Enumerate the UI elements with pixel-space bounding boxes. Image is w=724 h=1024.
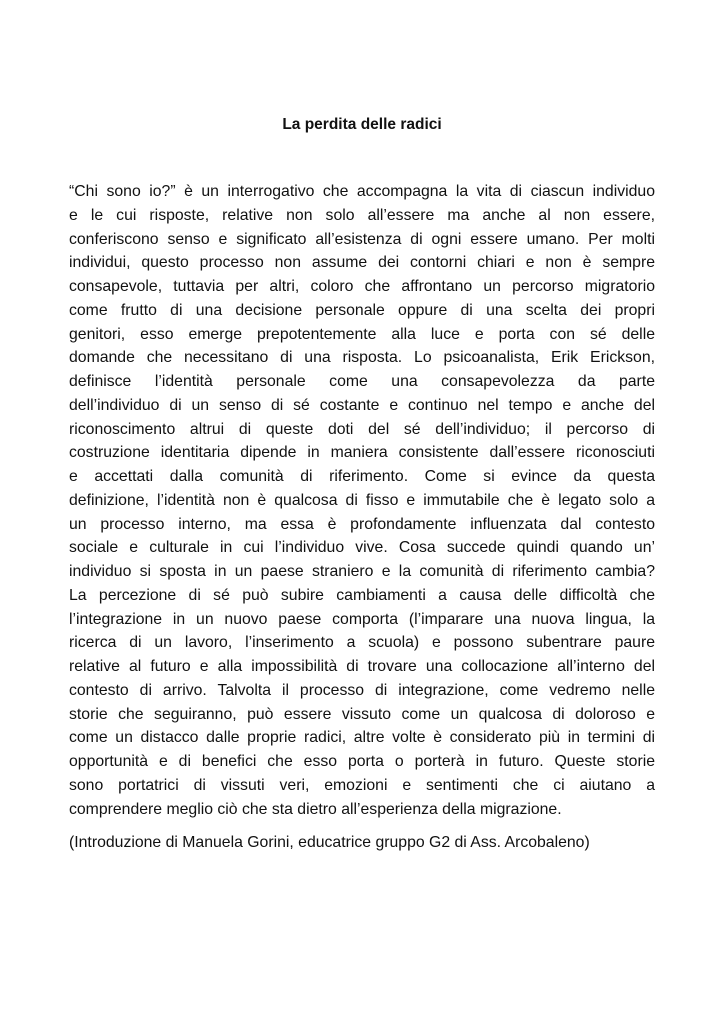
paragraph-line: come un distacco dalle proprie radici, altre volte è considerato più in termini di [69,729,655,747]
paragraph-line: individui, questo processo non assume dei contorni chiari e non è sempre [69,254,655,272]
paragraph-line: e accettati dalla comunità di riferimento. Come si evince da questa [69,468,655,485]
paragraph-line: sono portatrici di vissuti veri, emozioni e sentimenti che ci aiutano a [69,776,655,794]
paragraph-line: opportunità e di benefici che esso porta o porterà in futuro. Queste storie [69,753,655,770]
paragraph-line: riconoscimento altrui di queste doti del sé dell’individuo; il percorso di [69,420,655,438]
paragraph-line: ricerca di un lavoro, l’inserimento a scuola) e possono subentrare paure [69,634,655,652]
attribution-note: (Introduzione di Manuela Gorini, educatrice gruppo G2 di Ass. Arcobaleno) [69,834,590,851]
paragraph-line: definisce l’identità personale come una consapevolezza da parte [69,373,655,390]
paragraph-line: domande che necessitano di una risposta. Lo psicoanalista, Erik Erickson, [69,349,655,367]
paragraph-line: consapevole, tuttavia per altri, coloro che affrontano un percorso migratorio [69,278,655,295]
paragraph-line: definizione, l’identità non è qualcosa di fisso e immutabile che è legato solo a [69,491,655,509]
paragraph-line: sociale e culturale in cui l’individuo vive. Cosa succede quindi quando un’ [69,539,655,557]
paragraph-line: dell’individuo di un senso di sé costante e continuo nel tempo e anche del [69,396,655,414]
paragraph-line: genitori, esso emerge prepotentemente alla luce e porta con sé delle [69,325,655,343]
paragraph-line: costruzione identitaria dipende in maniera consistente dall’essere riconosciuti [69,444,655,462]
paragraph-line: conferiscono senso e significato all’esistenza di ogni essere umano. Per molti [69,230,655,248]
paragraph-line: l’integrazione in un nuovo paese comporta (l’imparare una nuova lingua, la [69,610,655,628]
paragraph-line: un processo interno, ma essa è profondamente influenzata dal contesto [69,515,655,533]
body-paragraph [69,180,655,821]
paragraph-line: contesto di arrivo. Talvolta il processo di integrazione, come vedremo nelle [69,681,655,699]
paragraph-line: relative al futuro e alla impossibilità di trovare una collocazione all’interno del [69,658,655,675]
paragraph-line: individuo si sposta in un paese straniero e la comunità di riferimento cambia? [69,563,655,580]
paragraph-line: La percezione di sé può subire cambiamenti a causa delle difficoltà che [69,586,655,604]
paragraph-line: “Chi sono io?” è un interrogativo che accompagna la vita di ciascun individuo [69,183,655,200]
document-title: La perdita delle radici [282,116,442,133]
paragraph-line: come frutto di una decisione personale oppure di una scelta dei propri [69,301,655,319]
paragraph-line: comprendere meglio ciò che sta dietro all’esperienza della migrazione. [69,800,562,818]
paragraph-line: e le cui risposte, relative non solo all’essere ma anche al non essere, [69,206,655,224]
paragraph-line: storie che seguiranno, può essere vissuto come un qualcosa di doloroso e [69,705,655,723]
